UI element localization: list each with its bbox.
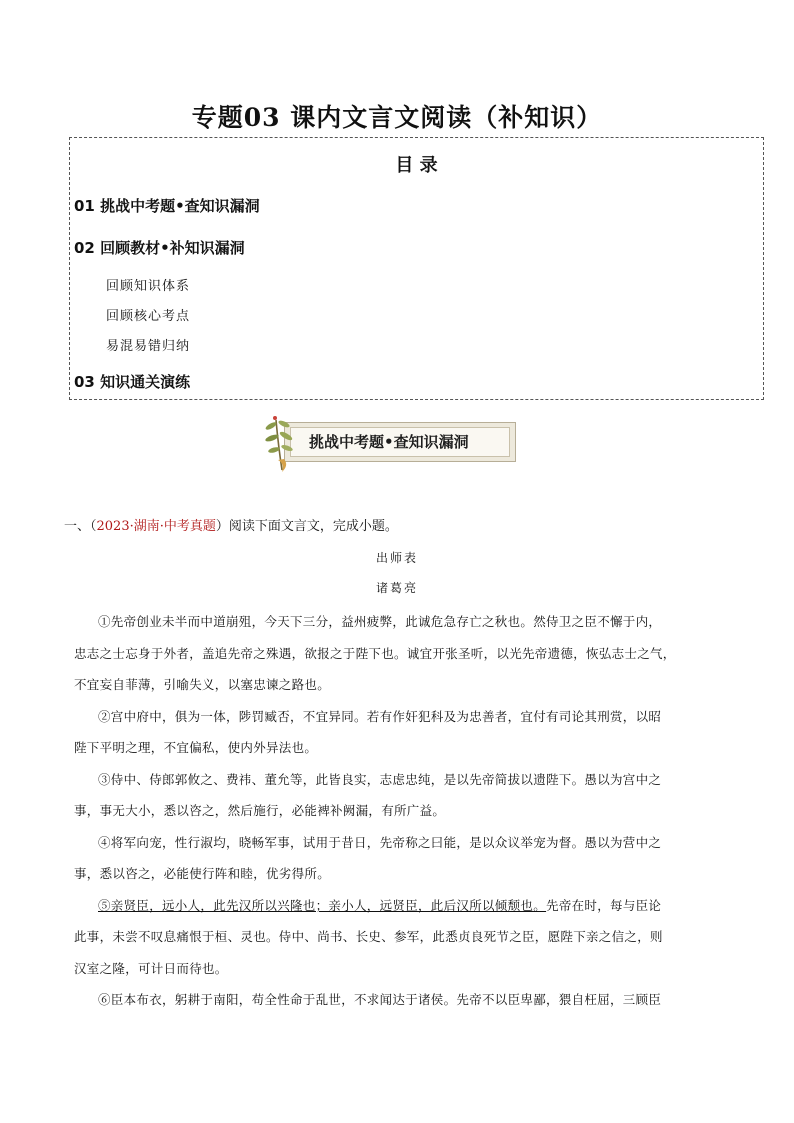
passage-line: 事，悉以咨之，必能使行阵和睦，优劣得所。 [74, 866, 331, 881]
passage-line: 事，事无大小，悉以咨之，然后施行，必能裨补阙漏，有所广益。 [74, 803, 446, 818]
passage-line: ③侍中、侍郎郭攸之、费祎、董允等，此皆良实，志虑忠纯，是以先帝简拔以遗陛下。愚以为宫中之 [98, 772, 662, 787]
question-prompt: 一、（2023·湖南·中考真题）阅读下面文言文，完成小题。 [64, 519, 398, 534]
banner-plate [284, 422, 516, 462]
toc-item-practice[interactable]: 03 知识通关演练 [74, 373, 191, 391]
passage-line: 陛下平明之理，不宜偏私，使内外异法也。 [74, 740, 318, 755]
toc-item-challenge[interactable]: 01 挑战中考题•查知识漏洞 [74, 197, 260, 215]
toc-subitem-knowledge-system[interactable]: 回顾知识体系 [106, 279, 191, 294]
toc-subitem-confusables[interactable]: 易混易错归纳 [106, 339, 191, 354]
passage-author: 诸葛亮 [375, 581, 418, 595]
page-title: 专题03 课内文言文阅读（补知识） [191, 103, 603, 132]
underlined-sentence: ⑤亲贤臣，远小人，此先汉所以兴隆也；亲小人，远贤臣，此后汉所以倾颓也。 [98, 898, 547, 913]
passage-line: ⑤亲贤臣，远小人，此先汉所以兴隆也；亲小人，远贤臣，此后汉所以倾颓也。先帝在时，每与臣论 [98, 898, 662, 913]
section-banner [262, 412, 524, 474]
passage-line: 不宜妄自菲薄，引喻失义，以塞忠谏之路也。 [74, 677, 331, 692]
toc-subitem-core-points[interactable]: 回顾核心考点 [106, 309, 191, 324]
question-source: 2023·湖南·中考真题 [96, 519, 216, 534]
table-of-contents [69, 137, 764, 400]
plant-scroll-icon [262, 412, 302, 474]
passage-line: ④将军向宠，性行淑均，晓畅军事，试用于昔日，先帝称之曰能，是以众议举宠为督。愚以为营中之 [98, 835, 662, 850]
passage-line: 此事，未尝不叹息痛恨于桓、灵也。侍中、尚书、长史、参军，此悉贞良死节之臣，愿陛下亲之信之，则 [74, 929, 663, 944]
passage-line: ①先帝创业未半而中道崩殂，今天下三分，益州疲弊，此诚危急存亡之秋也。然侍卫之臣不懈于内， [98, 614, 662, 629]
passage-line: 忠志之士忘身于外者，盖追先帝之殊遇，欲报之于陛下也。诚宜开张圣听，以光先帝遗德，恢弘志士之气， [74, 646, 676, 661]
passage-line: ②宫中府中，俱为一体，陟罚臧否，不宜异同。若有作奸犯科及为忠善者，宜付有司论其刑赏，以昭 [98, 709, 662, 724]
passage-line: ⑥臣本布衣，躬耕于南阳，苟全性命于乱世，不求闻达于诸侯。先帝不以臣卑鄙，猥自枉屈，三顾臣 [98, 992, 662, 1007]
passage-title: 出师表 [375, 551, 418, 565]
toc-heading: 目 录 [395, 155, 438, 176]
toc-item-review[interactable]: 02 回顾教材•补知识漏洞 [74, 239, 245, 257]
banner-title: 挑战中考题•查知识漏洞 [309, 433, 469, 451]
passage-line: 汉室之隆，可计日而待也。 [74, 961, 228, 976]
